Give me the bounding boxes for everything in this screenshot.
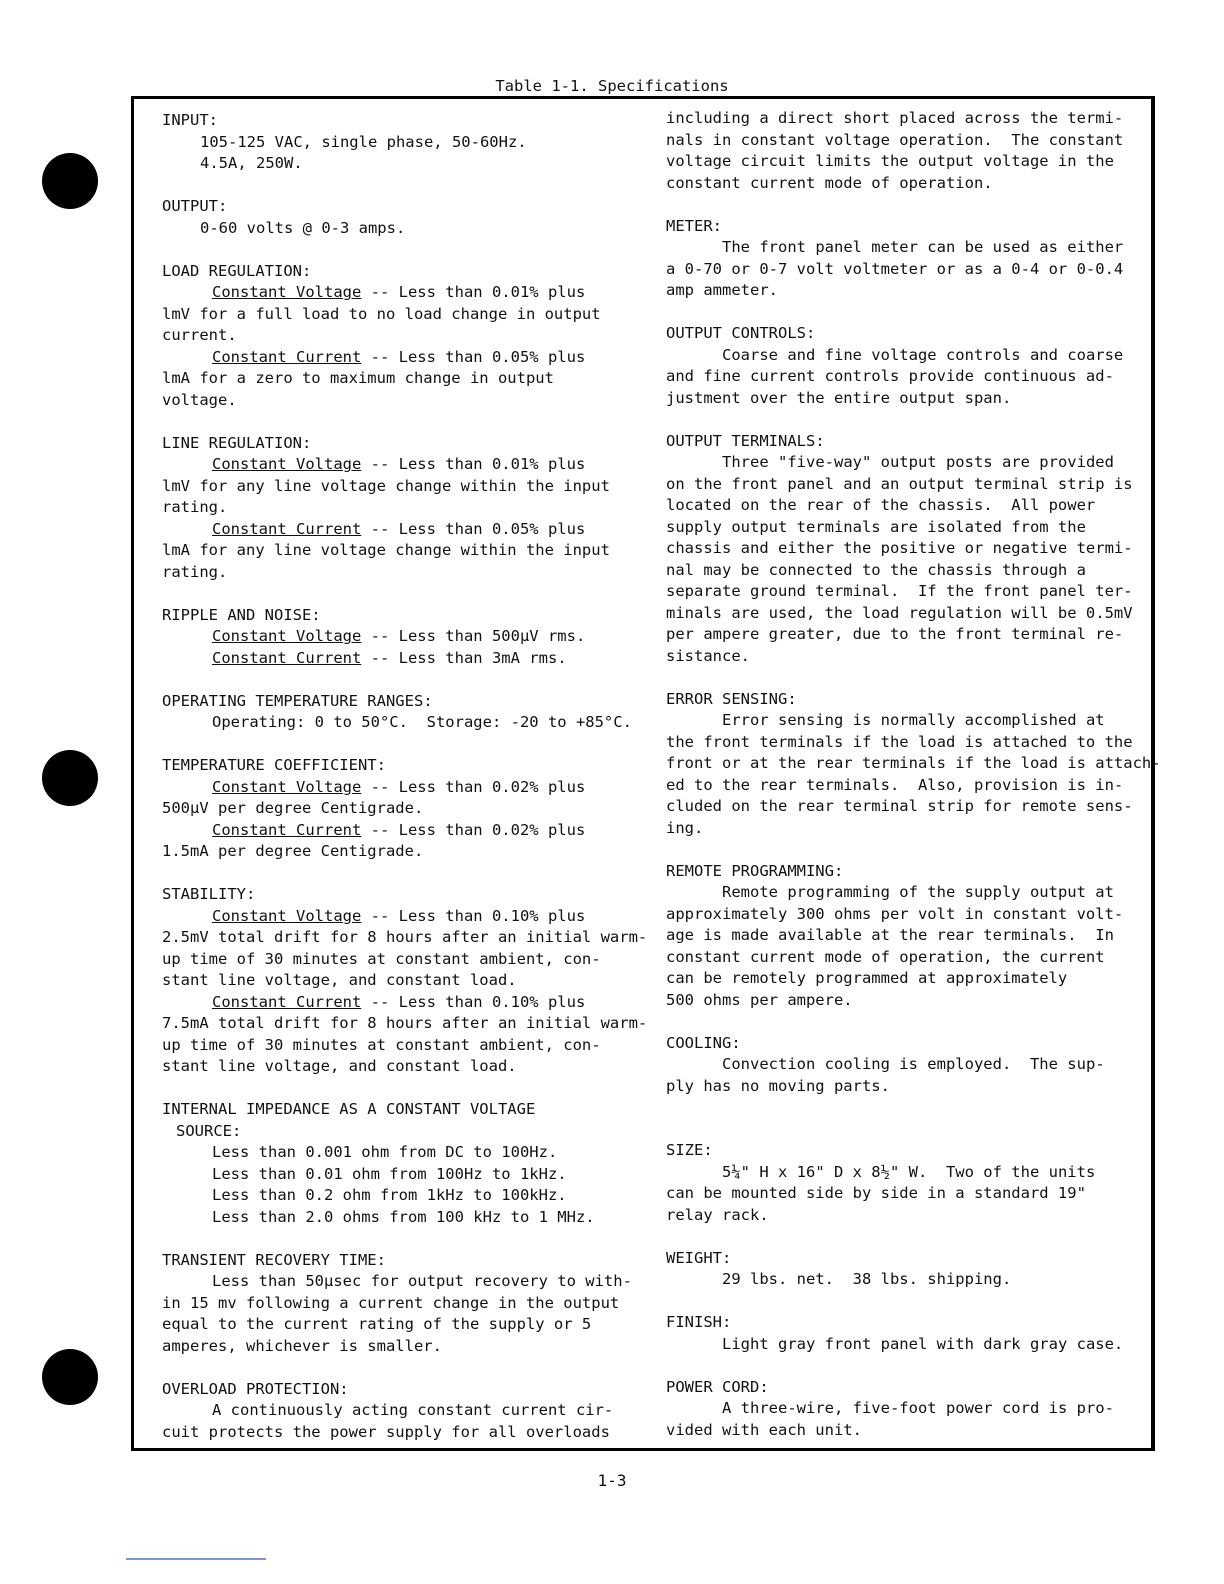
spec-line: per ampere greater, due to the front terminal re- [666, 625, 1124, 643]
section-heading-cont: SOURCE: [176, 1121, 242, 1140]
spec-line: located on the rear of the chassis. All power [666, 496, 1096, 514]
spec-line: up time of 30 minutes at constant ambient, con- [162, 949, 601, 968]
spec-line [162, 347, 632, 369]
section-heading: SIZE: [666, 1141, 713, 1159]
spec-line: voltage circuit limits the output voltage in the [666, 152, 1114, 170]
spec-line: Light gray front panel with dark gray case. [722, 1334, 1124, 1353]
spec-line: Less than 0.01 ohm from 100Hz to 1kHz. [212, 1164, 567, 1183]
spec-line: Operating: 0 to 50°C. Storage: -20 to +85°C. [212, 713, 632, 731]
section-heading: TRANSIENT RECOVERY TIME: [162, 1250, 386, 1269]
cv-label: Constant Voltage [212, 906, 362, 925]
spec-text: -- Less than 0.10% plus [361, 992, 586, 1011]
cc-label: Constant Current [212, 519, 362, 538]
footer-rule [126, 1558, 266, 1560]
spec-line: lmA for a zero to maximum change in output [162, 369, 554, 387]
spec-line: nals in constant voltage operation. The constant [666, 130, 1124, 149]
spec-line: sistance. [666, 646, 750, 665]
spec-line: 7.5mA total drift for 8 hours after an initial warm- [162, 1014, 648, 1032]
section-heading: OPERATING TEMPERATURE RANGES: [162, 691, 433, 710]
spec-line: a 0-70 or 0-7 volt voltmeter or as a 0-4 or 0-0.4 [666, 259, 1124, 278]
section-heading: WEIGHT: [666, 1248, 732, 1267]
table-title: Table 1-1. Specifications [495, 77, 729, 95]
spec-line: Error sensing is normally accomplished at [722, 711, 1105, 729]
section-heading: OUTPUT: [162, 197, 228, 215]
punch-hole-top [42, 153, 98, 209]
section-heading: REMOTE PROGRAMMING: [666, 861, 844, 880]
cc-label: Constant Current [212, 648, 362, 667]
spec-text: -- Less than 0.10% plus [361, 906, 586, 925]
right-column [666, 108, 1161, 1441]
spec-line: amperes, whichever is smaller. [162, 1336, 442, 1355]
spec-line: on the front panel and an output terminal strip is [666, 474, 1133, 493]
section-heading: OUTPUT TERMINALS: [666, 431, 825, 450]
spec-text: -- Less than 0.05% plus [361, 519, 586, 538]
section-heading: TEMPERATURE COEFFICIENT: [162, 756, 386, 774]
spec-line: A continuously acting constant current cir- [212, 1401, 614, 1419]
cv-label: Constant Voltage [212, 627, 362, 645]
spec-line: up time of 30 minutes at constant ambient, con- [162, 1035, 601, 1054]
spec-line: Three "five-way" output posts are provided [722, 453, 1114, 471]
spec-line: 29 lbs. net. 38 lbs. shipping. [722, 1270, 1012, 1288]
cc-label: Constant Current [212, 347, 362, 366]
spec-line: cluded on the rear terminal strip for remote sens- [666, 797, 1133, 815]
spec-line: in 15 mv following a current change in the output [162, 1293, 620, 1312]
spec-line: voltage. [162, 390, 237, 409]
spec-line [162, 454, 632, 476]
spec-text: -- Less than 500µV rms. [361, 627, 586, 645]
spec-line: 2.5mV total drift for 8 hours after an initial warm- [162, 928, 648, 946]
spec-line: front or at the rear terminals if the load is attach- [666, 754, 1161, 772]
spec-line: lmV for a full load to no load change in output [162, 304, 601, 323]
spec-text: -- Less than 0.02% plus [361, 820, 586, 839]
spec-line: cuit protects the power supply for all overloads [162, 1422, 610, 1441]
spec-line: ed to the rear terminals. Also, provision is in- [666, 775, 1124, 794]
spec-line: 105-125 VAC, single phase, 50-60Hz. [200, 132, 527, 151]
spec-line: Less than 50µsec for output recovery to with- [212, 1272, 632, 1290]
punch-hole-bottom [42, 1349, 98, 1405]
spec-line: lmV for any line voltage change within the input [162, 476, 610, 495]
spec-line: Less than 2.0 ohms from 100 kHz to 1 MHz. [212, 1207, 595, 1226]
section-heading: COOLING: [666, 1033, 741, 1052]
spec-line [162, 626, 632, 648]
spec-line: separate ground terminal. If the front panel ter- [666, 582, 1133, 600]
spec-line [162, 820, 632, 842]
spec-line: supply output terminals are isolated from the [666, 517, 1086, 536]
spec-text: -- Less than 0.01% plus [361, 455, 586, 473]
spec-line: nal may be connected to the chassis through a [666, 560, 1086, 579]
spec-line: minals are used, the load regulation will be 0.5mV [666, 603, 1133, 622]
spec-line: 1.5mA per degree Centigrade. [162, 842, 424, 860]
spec-line: ply has no moving parts. [666, 1076, 890, 1095]
cc-label: Constant Current [212, 992, 362, 1011]
spec-line: approximately 300 ohms per volt in constant volt- [666, 904, 1124, 923]
section-heading: ERROR SENSING: [666, 689, 797, 708]
spec-line: Remote programming of the supply output at [722, 883, 1114, 901]
cv-label: Constant Voltage [212, 455, 362, 473]
spec-line: Less than 0.001 ohm from DC to 100Hz. [212, 1143, 558, 1161]
cv-label: Constant Voltage [212, 777, 362, 796]
spec-line: amp ammeter. [666, 281, 778, 299]
cv-label: Constant Voltage [212, 283, 362, 301]
left-column [162, 110, 648, 1443]
cc-label: Constant Current [212, 820, 362, 839]
spec-line: ing. [666, 818, 704, 837]
spec-line: Less than 0.2 ohm from 1kHz to 100kHz. [212, 1186, 567, 1204]
spec-line: 500 ohms per ampere. [666, 990, 853, 1009]
section-heading: INPUT: [162, 111, 218, 129]
section-heading: OVERLOAD PROTECTION: [162, 1379, 349, 1398]
spec-line: including a direct short placed across the termi- [666, 109, 1124, 127]
section-heading: LOAD REGULATION: [162, 261, 312, 280]
spec-text: -- Less than 0.05% plus [361, 347, 586, 366]
spec-line: The front panel meter can be used as either [722, 238, 1124, 256]
spec-line [162, 282, 632, 304]
spec-line: constant current mode of operation. [666, 173, 993, 192]
spec-line: the front terminals if the load is attached to the [666, 732, 1133, 751]
spec-line: vided with each unit. [666, 1420, 862, 1439]
spec-line: 4.5A, 250W. [200, 154, 303, 172]
spec-text: -- Less than 0.02% plus [361, 777, 586, 796]
spec-line: Coarse and fine voltage controls and coarse [722, 345, 1124, 364]
spec-line: relay rack. [666, 1205, 769, 1224]
spec-line: 500µV per degree Centigrade. [162, 799, 424, 817]
spec-line: stant line voltage, and constant load. [162, 1057, 517, 1075]
spec-line [162, 519, 632, 541]
spec-line [162, 906, 632, 928]
section-heading: POWER CORD: [666, 1377, 769, 1396]
section-heading: INTERNAL IMPEDANCE AS A CONSTANT VOLTAGE [162, 1100, 536, 1118]
spec-line: A three-wire, five-foot power cord is pro- [722, 1399, 1114, 1417]
spec-line: chassis and either the positive or negative termi- [666, 539, 1133, 557]
section-heading: METER: [666, 216, 722, 235]
spec-text: -- Less than 0.01% plus [361, 283, 586, 301]
spec-line: lmA for any line voltage change within the input [162, 541, 610, 559]
spec-line: stant line voltage, and constant load. [162, 971, 517, 989]
spec-line [162, 648, 632, 670]
spec-line: rating. [162, 562, 228, 581]
section-heading: FINISH: [666, 1313, 732, 1331]
spec-line: rating. [162, 498, 228, 516]
spec-line: can be remotely programmed at approximately [666, 969, 1068, 987]
spec-line [162, 992, 632, 1014]
spec-line: constant current mode of operation, the current [666, 947, 1105, 966]
spec-line: Convection cooling is employed. The sup- [722, 1055, 1105, 1073]
section-heading: STABILITY: [162, 885, 256, 903]
spec-line: and fine current controls provide continuous ad- [666, 367, 1114, 385]
spec-line: 5¼" H x 16" D x 8½" W. Two of the units [722, 1162, 1096, 1181]
spec-line: can be mounted side by side in a standard 19" [666, 1184, 1086, 1202]
spec-line: age is made available at the rear terminals. In [666, 926, 1114, 944]
section-heading: RIPPLE AND NOISE: [162, 605, 321, 624]
spec-text: -- Less than 3mA rms. [361, 648, 567, 667]
section-heading: OUTPUT CONTROLS: [666, 324, 816, 342]
spec-line: current. [162, 326, 237, 344]
spec-line [162, 777, 632, 799]
spec-line: justment over the entire output span. [666, 388, 1012, 407]
section-heading: LINE REGULATION: [162, 433, 312, 452]
punch-hole-middle [42, 750, 98, 806]
spec-line: 0-60 volts @ 0-3 amps. [200, 218, 406, 237]
spec-line: equal to the current rating of the supply or 5 [162, 1315, 592, 1333]
page-number: 1-3 [597, 1471, 627, 1490]
